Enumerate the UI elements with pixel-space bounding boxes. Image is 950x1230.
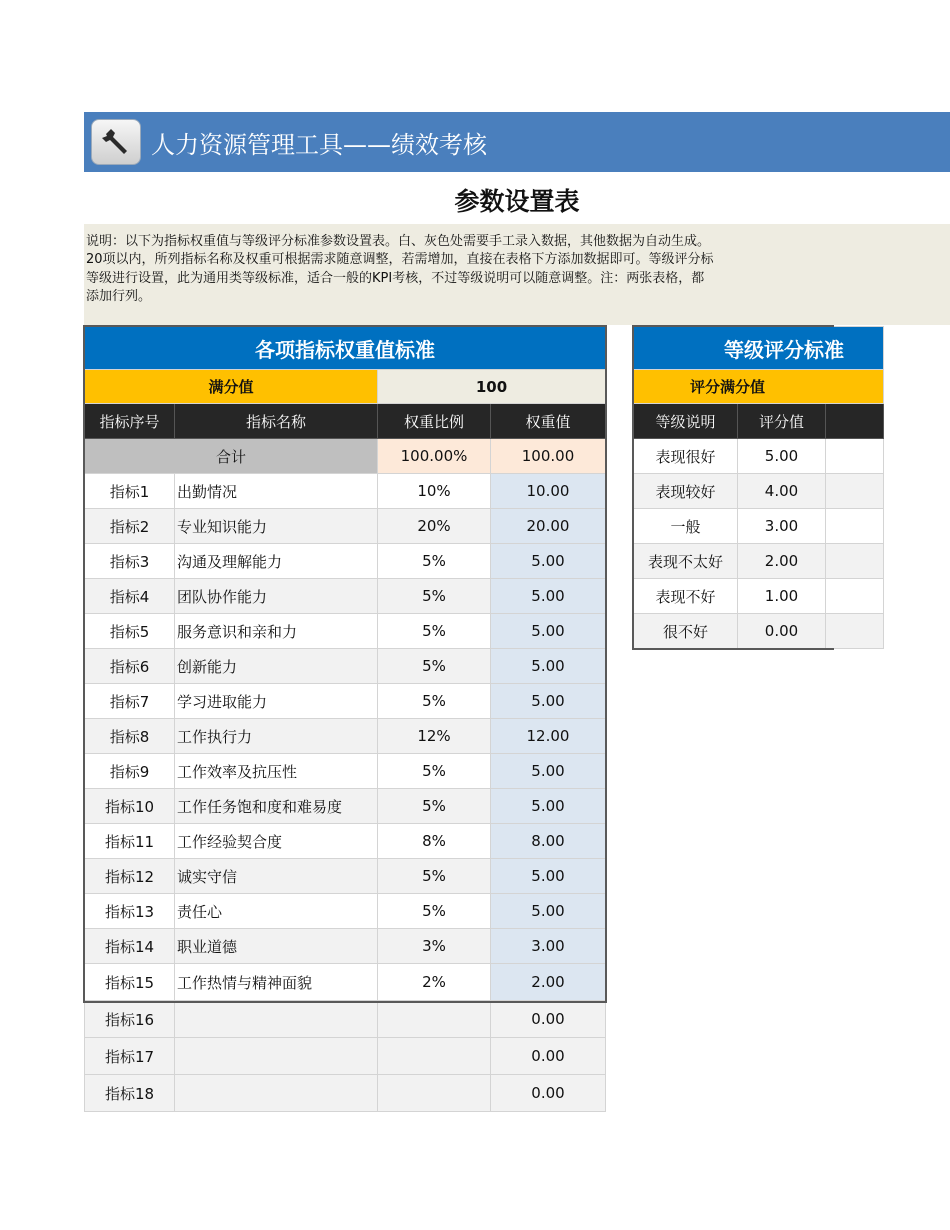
weights-table-wrap [84,326,606,1112]
col-ratio: 权重比例 [378,404,491,439]
table-row [85,1038,606,1075]
row-name[interactable]: 沟通及理解能力 [175,544,378,579]
grade-row [634,439,884,474]
row-weight: 5.00 [491,684,606,719]
grade-label[interactable]: 一般 [634,509,738,544]
row-index: 指标4 [85,579,175,614]
note-line: 添加行列。 [86,288,152,304]
row-name[interactable]: 工作效率及抗压性 [175,754,378,789]
row-weight: 3.00 [491,929,606,964]
row-ratio[interactable]: 5% [378,544,491,579]
grades-table-title: 等级评分标准 [634,327,884,370]
row-name[interactable]: 学习进取能力 [175,684,378,719]
row-ratio[interactable]: 5% [378,754,491,789]
row-ratio[interactable]: 5% [378,614,491,649]
row-index: 指标11 [85,824,175,859]
header-banner [84,112,950,172]
table-row [85,684,606,719]
row-name[interactable]: 工作热情与精神面貌 [175,964,378,1001]
row-index: 指标6 [85,649,175,684]
row-ratio[interactable]: 5% [378,579,491,614]
grade-row [634,579,884,614]
row-name[interactable]: 创新能力 [175,649,378,684]
grade-full-label: 评分满分值 [634,370,884,404]
row-weight: 5.00 [491,544,606,579]
row-weight: 0.00 [491,1038,606,1075]
grades-table-wrap [633,326,844,649]
grade-score[interactable]: 1.00 [738,579,826,614]
row-weight: 5.00 [491,754,606,789]
table-row [85,509,606,544]
grade-row [634,509,884,544]
grade-label[interactable]: 表现较好 [634,474,738,509]
grade-row [634,544,884,579]
col-grade-score: 评分值 [738,404,826,439]
total-value: 100.00 [491,439,606,474]
table-row [85,929,606,964]
total-ratio: 100.00% [378,439,491,474]
app-title: 人力资源管理工具——绩效考核 [151,130,487,159]
full-score-label: 满分值 [85,370,378,404]
table-row [85,579,606,614]
row-ratio[interactable]: 10% [378,474,491,509]
row-weight: 5.00 [491,579,606,614]
page-title: 参数设置表 [454,187,580,216]
note-line: 等级进行设置，此为通用类等级标准，适合一般的KPI考核，不过等级说明可以随意调整。注：两张表格，都 [86,270,705,286]
row-name[interactable]: 诚实守信 [175,859,378,894]
row-ratio[interactable]: 20% [378,509,491,544]
col-name: 指标名称 [175,404,378,439]
full-score-value[interactable]: 100 [378,370,606,404]
row-ratio[interactable]: 5% [378,649,491,684]
table-row [85,894,606,929]
table-row [85,964,606,1001]
row-index: 指标9 [85,754,175,789]
row-name[interactable]: 专业知识能力 [175,509,378,544]
row-name[interactable] [175,1038,378,1075]
col-weight: 权重值 [491,404,606,439]
col-grade-desc: 等级说明 [634,404,738,439]
row-ratio[interactable]: 5% [378,894,491,929]
note-line: 20项以内，所列指标名称及权重可根据需求随意调整，若需增加，直接在表格下方添加数据即可。等级评分标 [86,252,714,268]
row-name[interactable]: 工作任务饱和度和难易度 [175,789,378,824]
row-name[interactable]: 工作经验契合度 [175,824,378,859]
table-row [85,859,606,894]
row-weight: 8.00 [491,824,606,859]
grades-table [633,326,884,649]
table-row [85,789,606,824]
grade-row [634,474,884,509]
note-line: 说明：以下为指标权重值与等级评分标准参数设置表。白、灰色处需要手工录入数据，其他数据为自动生成。 [86,234,711,249]
row-index: 指标7 [85,684,175,719]
row-ratio[interactable]: 5% [378,789,491,824]
row-ratio[interactable]: 5% [378,684,491,719]
table-row [85,474,606,509]
grade-score[interactable]: 3.00 [738,509,826,544]
row-ratio[interactable] [378,1038,491,1075]
grade-label[interactable]: 表现很好 [634,439,738,474]
row-weight: 12.00 [491,719,606,754]
row-index: 指标10 [85,789,175,824]
row-index: 指标15 [85,964,175,1001]
row-name[interactable]: 出勤情况 [175,474,378,509]
col-index: 指标序号 [85,404,175,439]
row-ratio[interactable]: 12% [378,719,491,754]
row-name[interactable]: 服务意识和亲和力 [175,614,378,649]
grade-label[interactable]: 表现不太好 [634,544,738,579]
row-weight: 0.00 [491,1075,606,1112]
grade-score[interactable]: 2.00 [738,544,826,579]
table-row [85,719,606,754]
row-index: 指标8 [85,719,175,754]
row-weight: 20.00 [491,509,606,544]
grade-score[interactable]: 5.00 [738,439,826,474]
row-name[interactable] [175,1075,378,1112]
row-name[interactable]: 职业道德 [175,929,378,964]
row-index: 指标16 [85,1001,175,1038]
row-index: 指标12 [85,859,175,894]
table-row [85,824,606,859]
grade-row [634,614,884,649]
grade-label[interactable]: 表现不好 [634,579,738,614]
row-index: 指标18 [85,1075,175,1112]
table-row [85,1075,606,1112]
row-index: 指标14 [85,929,175,964]
table-row [85,614,606,649]
row-weight: 0.00 [491,1001,606,1038]
grade-score[interactable]: 0.00 [738,614,826,649]
row-weight: 5.00 [491,859,606,894]
row-index: 指标17 [85,1038,175,1075]
weights-table [84,326,606,1112]
row-name[interactable]: 团队协作能力 [175,579,378,614]
grade-score[interactable]: 4.00 [738,474,826,509]
row-ratio[interactable]: 2% [378,964,491,1001]
row-name[interactable] [175,1001,378,1038]
table-row [85,754,606,789]
row-weight: 5.00 [491,649,606,684]
row-ratio[interactable]: 3% [378,929,491,964]
table-row [85,544,606,579]
row-ratio[interactable]: 8% [378,824,491,859]
weights-table-title: 各项指标权重值标准 [85,327,606,370]
row-index: 指标3 [85,544,175,579]
row-index: 指标1 [85,474,175,509]
row-index: 指标13 [85,894,175,929]
row-index: 指标5 [85,614,175,649]
instructions-note [84,224,950,325]
row-weight: 5.00 [491,894,606,929]
total-label: 合计 [85,439,378,474]
row-ratio[interactable]: 5% [378,859,491,894]
row-weight: 2.00 [491,964,606,1001]
table-row [85,1001,606,1038]
row-weight: 10.00 [491,474,606,509]
row-weight: 5.00 [491,614,606,649]
row-name[interactable]: 工作执行力 [175,719,378,754]
row-index: 指标2 [85,509,175,544]
row-name[interactable]: 责任心 [175,894,378,929]
row-ratio[interactable] [378,1075,491,1112]
grade-label[interactable]: 很不好 [634,614,738,649]
row-weight: 5.00 [491,789,606,824]
row-ratio[interactable] [378,1001,491,1038]
table-row [85,649,606,684]
wrench-icon [91,119,141,165]
